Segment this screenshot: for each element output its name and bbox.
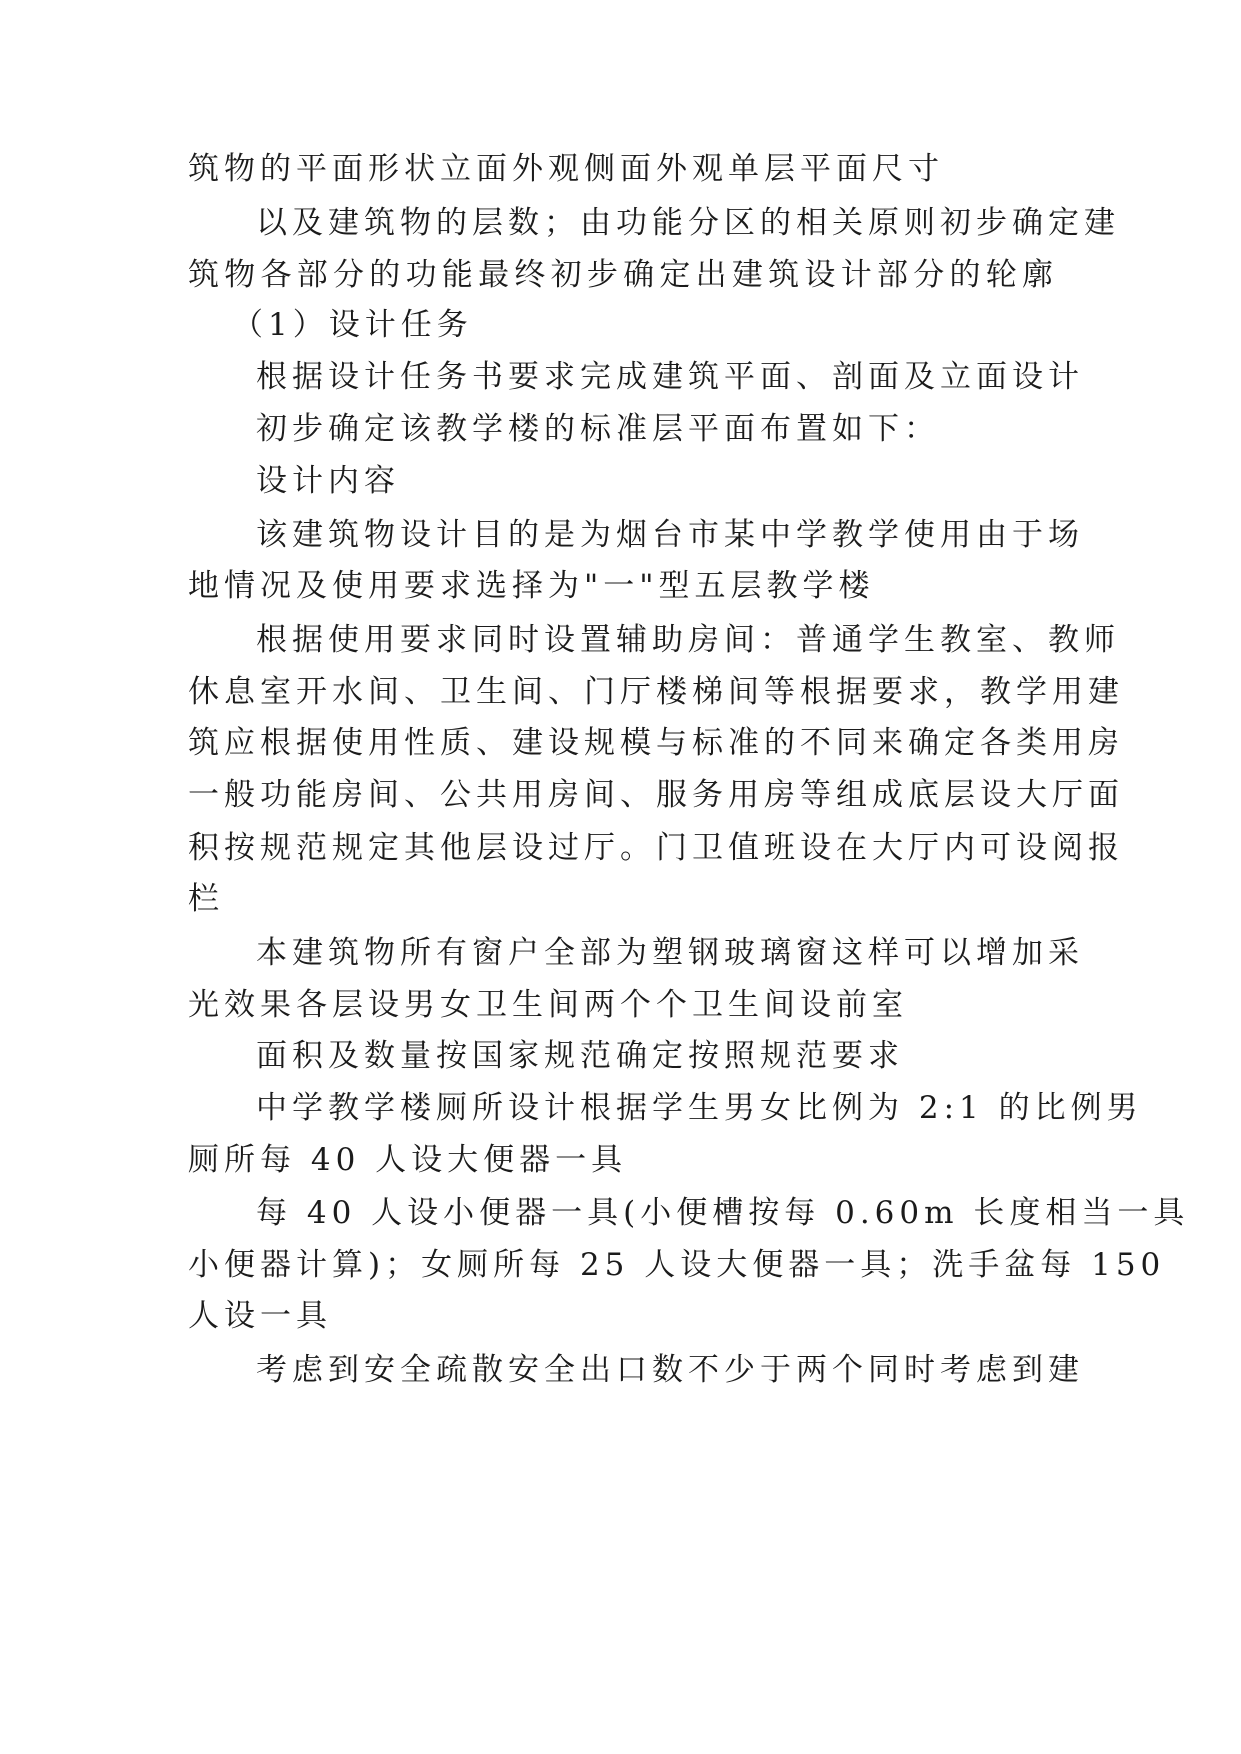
text-line: 积按规范规定其他层设过厅。门卫值班设在大厅内可设阅报 bbox=[188, 830, 1124, 866]
text-line: 栏 bbox=[188, 881, 224, 917]
text-line: 以及建筑物的层数；由功能分区的相关原则初步确定建 bbox=[256, 205, 1120, 241]
text-line: 面积及数量按国家规范确定按照规范要求 bbox=[256, 1038, 904, 1074]
text-line: 根据设计任务书要求完成建筑平面、剖面及立面设计 bbox=[256, 359, 1084, 395]
text-line: 一般功能房间、公共用房间、服务用房等组成底层设大厅面 bbox=[188, 777, 1124, 813]
text-line: 小便器计算)；女厕所每 25 人设大便器一具；洗手盆每 150 bbox=[188, 1247, 1166, 1283]
text-line: 光效果各层设男女卫生间两个个卫生间设前室 bbox=[188, 987, 908, 1023]
text-line: 初步确定该教学楼的标准层平面布置如下： bbox=[256, 411, 940, 447]
section-heading: （1）设计任务 bbox=[232, 307, 473, 343]
text-line: 筑物的平面形状立面外观侧面外观单层平面尺寸 bbox=[188, 151, 944, 187]
text-line: 每 40 人设小便器一具(小便槽按每 0.60m 长度相当一具 bbox=[256, 1195, 1190, 1231]
text-line: 该建筑物设计目的是为烟台市某中学教学使用由于场 bbox=[256, 517, 1084, 553]
text-line: 人设一具 bbox=[188, 1298, 332, 1334]
text-line: 根据使用要求同时设置辅助房间：普通学生教室、教师 bbox=[256, 622, 1120, 658]
text-line: 中学教学楼厕所设计根据学生男女比例为 2:1 的比例男 bbox=[256, 1090, 1143, 1126]
text-line: 地情况及使用要求选择为"一"型五层教学楼 bbox=[188, 568, 875, 604]
text-line: 筑物各部分的功能最终初步确定出建筑设计部分的轮廓 bbox=[188, 257, 1058, 293]
text-line: 筑应根据使用性质、建设规模与标准的不同来确定各类用房 bbox=[188, 725, 1124, 761]
section-heading: 设计内容 bbox=[256, 463, 400, 499]
text-line: 休息室开水间、卫生间、门厅楼梯间等根据要求，教学用建 bbox=[188, 674, 1124, 710]
text-line: 本建筑物所有窗户全部为塑钢玻璃窗这样可以增加采 bbox=[256, 935, 1084, 971]
text-line: 厕所每 40 人设大便器一具 bbox=[188, 1142, 628, 1178]
text-line: 考虑到安全疏散安全出口数不少于两个同时考虑到建 bbox=[256, 1352, 1084, 1388]
